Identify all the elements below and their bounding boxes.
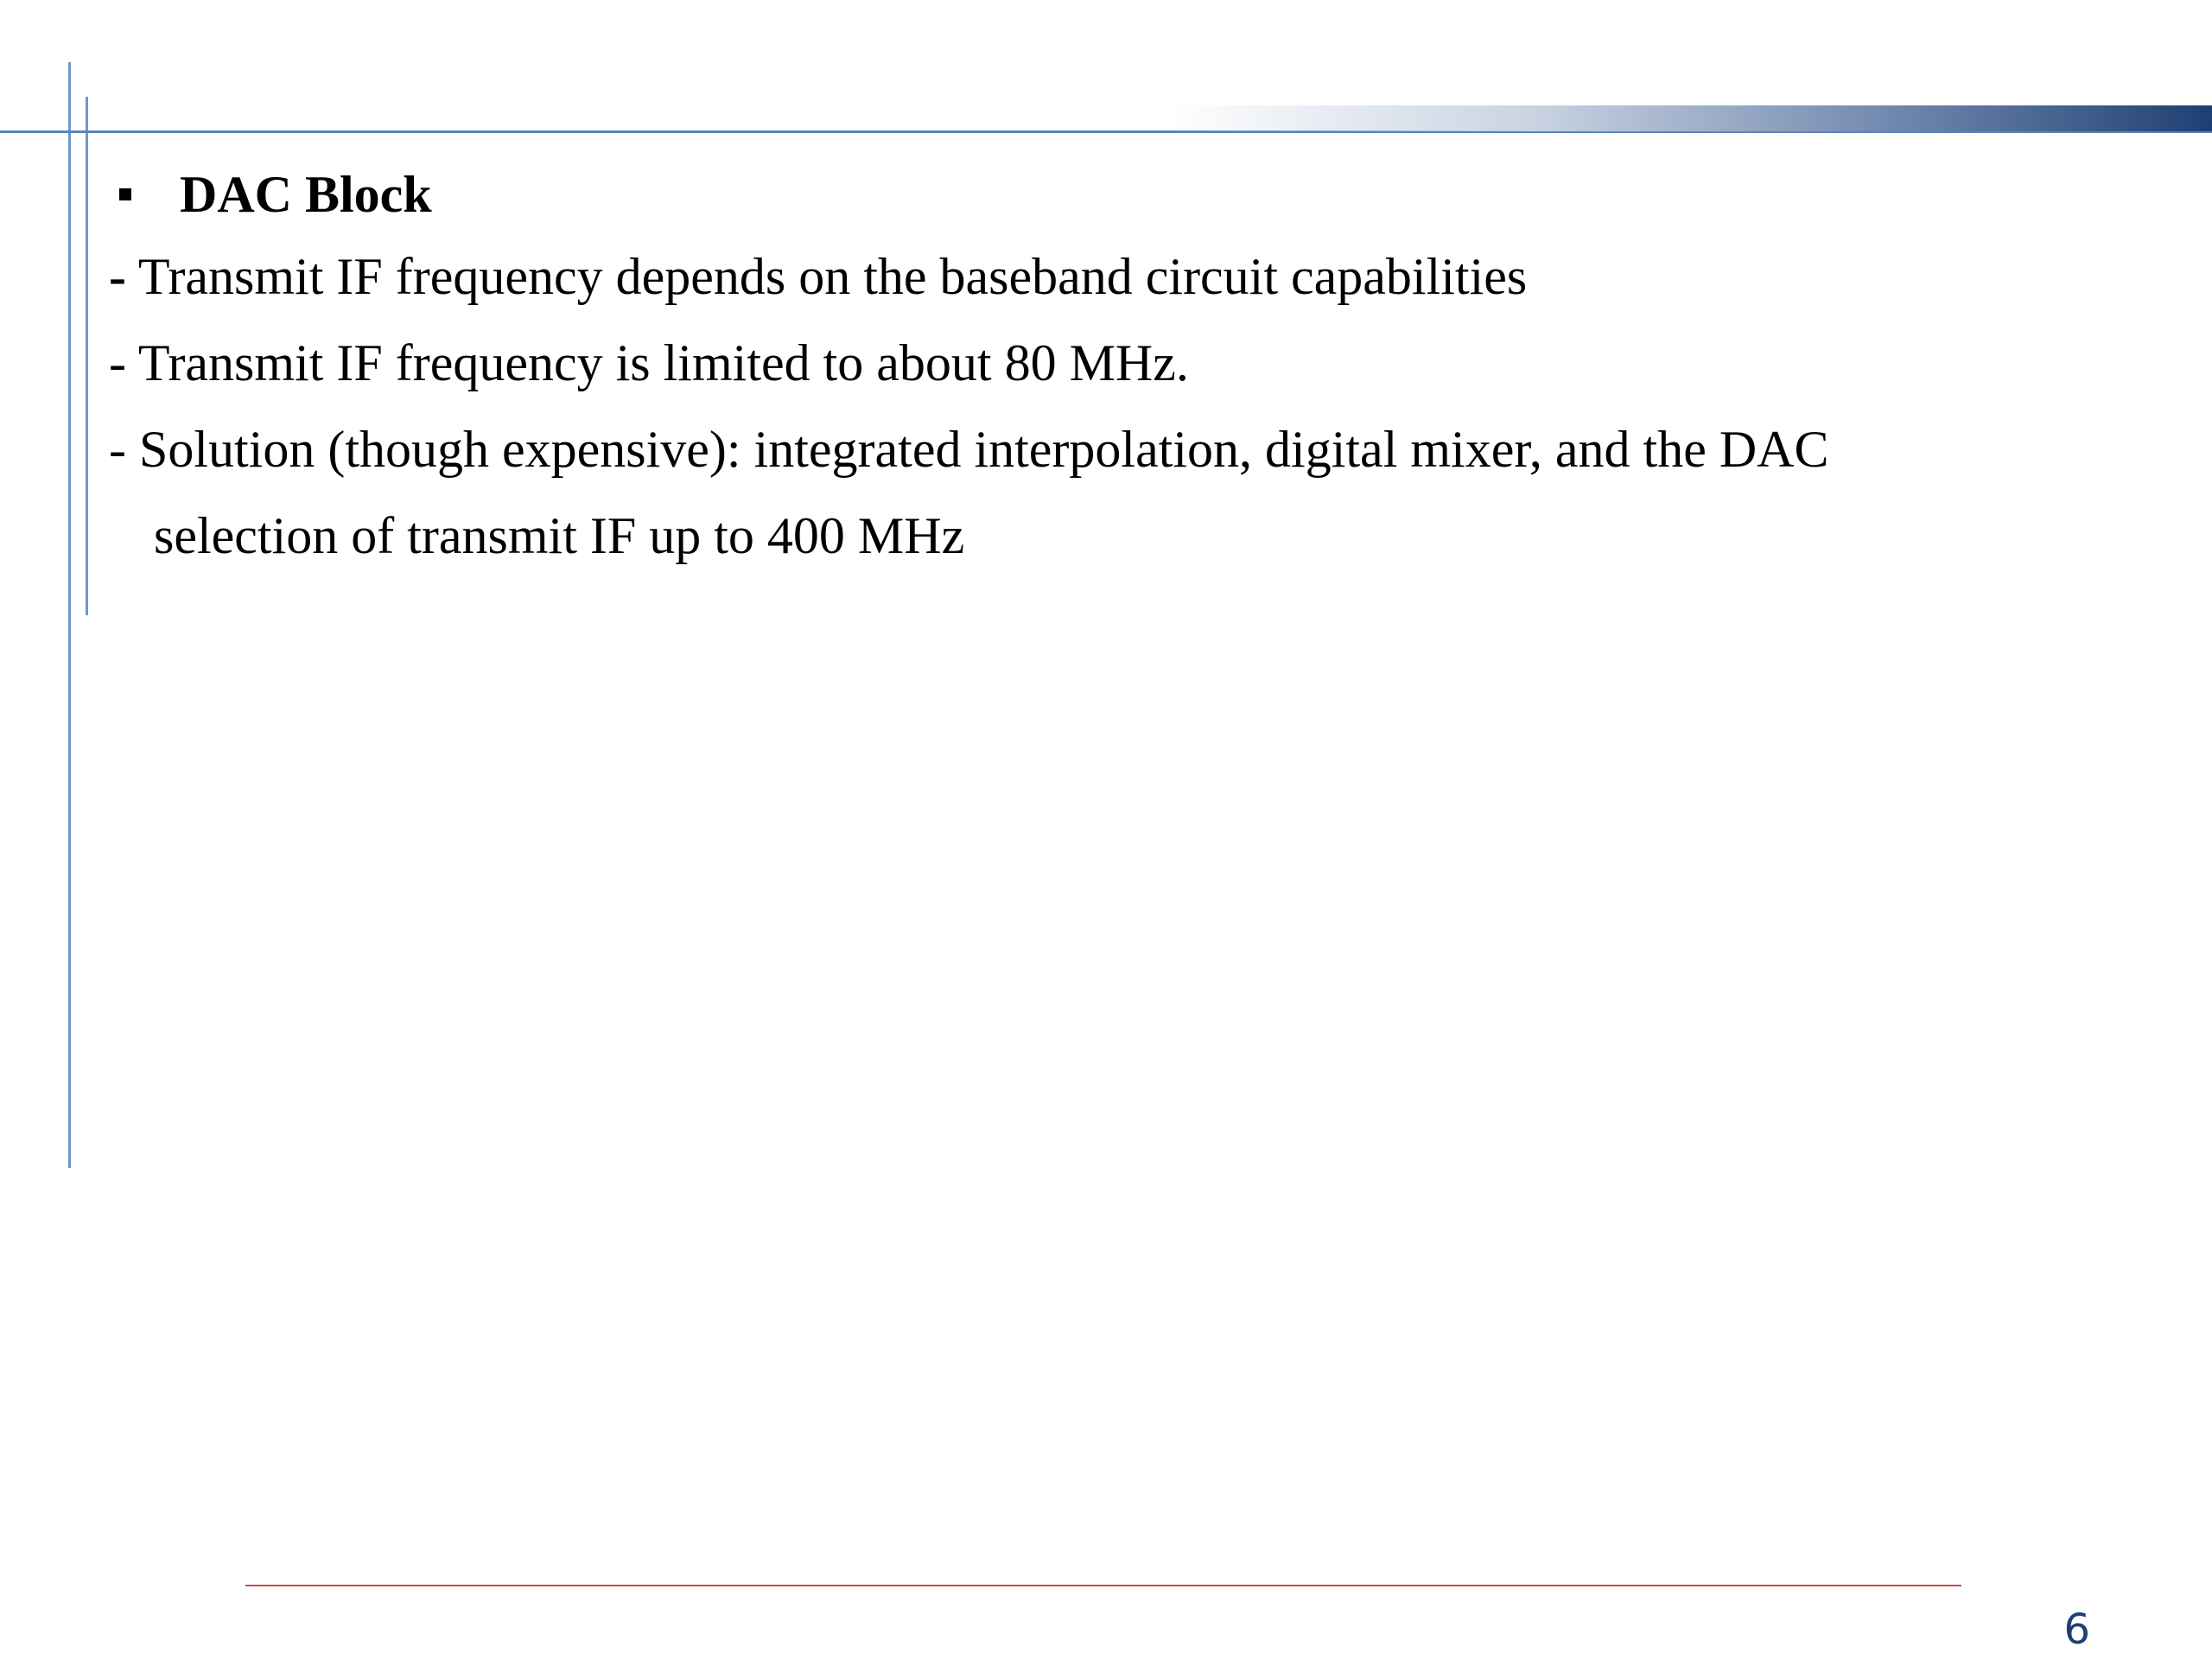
bullet-line-1 — [109, 233, 2096, 320]
dash-marker: - — [109, 421, 126, 478]
dash-marker: - — [109, 334, 126, 391]
square-bullet-icon — [119, 188, 131, 200]
left-frame-line-inner — [86, 97, 88, 615]
bullet-line-3-continuation: selection of transmit IF up to 400 MHz — [154, 507, 965, 564]
top-gradient-bar — [1166, 105, 2212, 131]
bullet-line-2 — [109, 320, 2096, 406]
slide-heading: DAC Block — [180, 165, 432, 223]
dash-marker: - — [109, 248, 126, 305]
footer-divider — [245, 1585, 1961, 1586]
bullet-line-3 — [109, 406, 2096, 493]
line-text: Transmit IF frequency is limited to about 80 MHz. — [125, 334, 1189, 391]
left-frame-line-outer — [68, 62, 71, 1168]
line-text: Solution (though expensive): integrated interpolation, digital mixer, and the DAC — [125, 421, 1829, 478]
line-text: Transmit IF frequency depends on the baseband circuit capabilities — [125, 248, 1528, 305]
slide-content — [109, 156, 2096, 579]
heading-row — [109, 156, 2096, 233]
page-number: 6 — [2063, 1605, 2090, 1654]
